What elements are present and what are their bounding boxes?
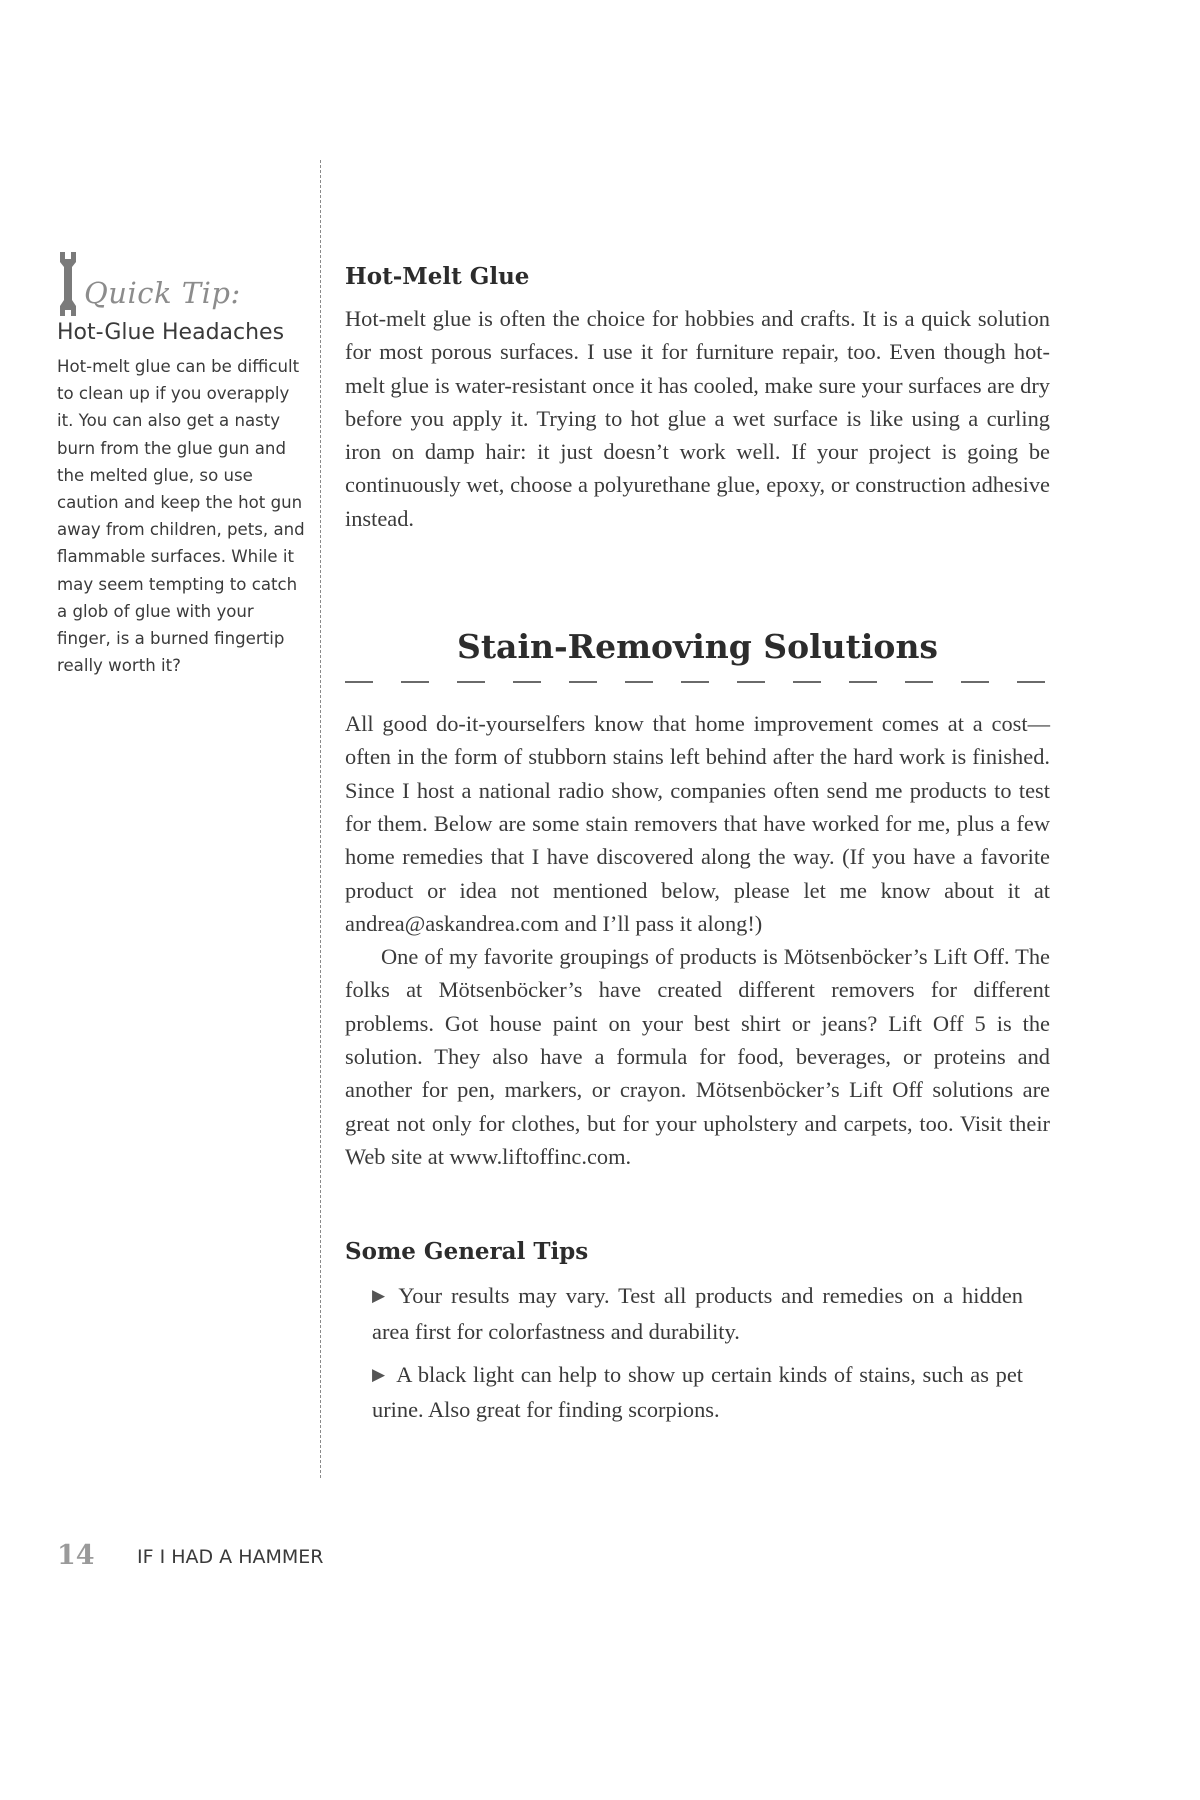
stain-paragraph-1: All good do-it-yourselfers know that home improvement comes at a cost—often in the form of stubborn stains left behind after the hard work is finished. Since I host a national radio show, companies often send me products to test for them. Below are some stain removers that have worked for me, plus a few home remedies that I have discovered along the way. (If you have a favorite product or idea not mentioned below, please let me know about it at andrea@askandrea.com and I’ll pass it along!) [345, 711, 1050, 936]
bullet-triangle-icon: ▶ [372, 1364, 387, 1384]
general-tips-list [345, 1279, 1050, 1426]
main-column [345, 258, 1050, 1436]
tip-text: Your results may vary. Test all products and remedies on a hidden area first for colorfastness and durability. [372, 1283, 1023, 1344]
tip-text: A black light can help to show up certain kinds of stains, such as pet urine. Also great for finding scorpions. [372, 1361, 1023, 1423]
stain-section-title: Stain-Removing Solutions [456, 627, 939, 667]
section-dashed-rule [345, 681, 1050, 683]
quick-tip-label: Quick Tip: [84, 276, 241, 310]
wrench-icon [57, 250, 79, 318]
stain-section-header [345, 621, 1050, 683]
list-item [372, 1279, 1023, 1348]
bullet-triangle-icon: ▶ [372, 1286, 389, 1306]
running-head: IF I HAD A HAMMER [137, 1546, 324, 1568]
quick-tip-sidebar [57, 248, 309, 696]
hot-melt-body: Hot-melt glue is often the choice for hobbies and crafts. It is a quick solution for most porous surfaces. I use it for furniture repair, too. Even though hot-melt glue is water-resistant once it has cooled, make sure your surfaces are dry before you apply it. Trying to hot glue a wet surface is like using a curling iron on damp hair: it just doesn’t work well. If your project is going be continuously wet, choose a polyurethane glue, epoxy, or construction adhesive instead. [345, 306, 1050, 531]
quick-tip-title: Hot-Glue Headaches [57, 320, 285, 345]
hot-melt-heading: Hot-Melt Glue [345, 263, 530, 290]
general-tips-heading: Some General Tips [345, 1238, 589, 1266]
column-divider [320, 160, 321, 1478]
list-item [372, 1358, 1023, 1427]
quick-tip-body: Hot-melt glue can be difficult to clean up if you overapply it. You can also get a nasty burn from the glue gun and the melted glue, so use caution and keep the hot gun away from children, pets, and flammable surfaces. While it may seem tempting to catch a glob of glue with your finger, is a burned fingertip really worth it? [57, 357, 305, 676]
page-number: 14 [57, 1540, 95, 1571]
quick-tip-header [57, 248, 309, 343]
stain-paragraph-2: One of my favorite groupings of products is Mötsenböcker’s Lift Off. The folks at Mötsenböcker’s have created different removers for different problems. Got house paint on your best shirt or jeans? Lift Off 5 is the solution. They also have a formula for food, beverages, or proteins and another for pen, markers, or crayon. Mötsenböcker’s Lift Off solutions are great not only for clothes, but for your upholstery and carpets, too. Visit their Web site at www.liftoffinc.com. [345, 944, 1050, 1169]
